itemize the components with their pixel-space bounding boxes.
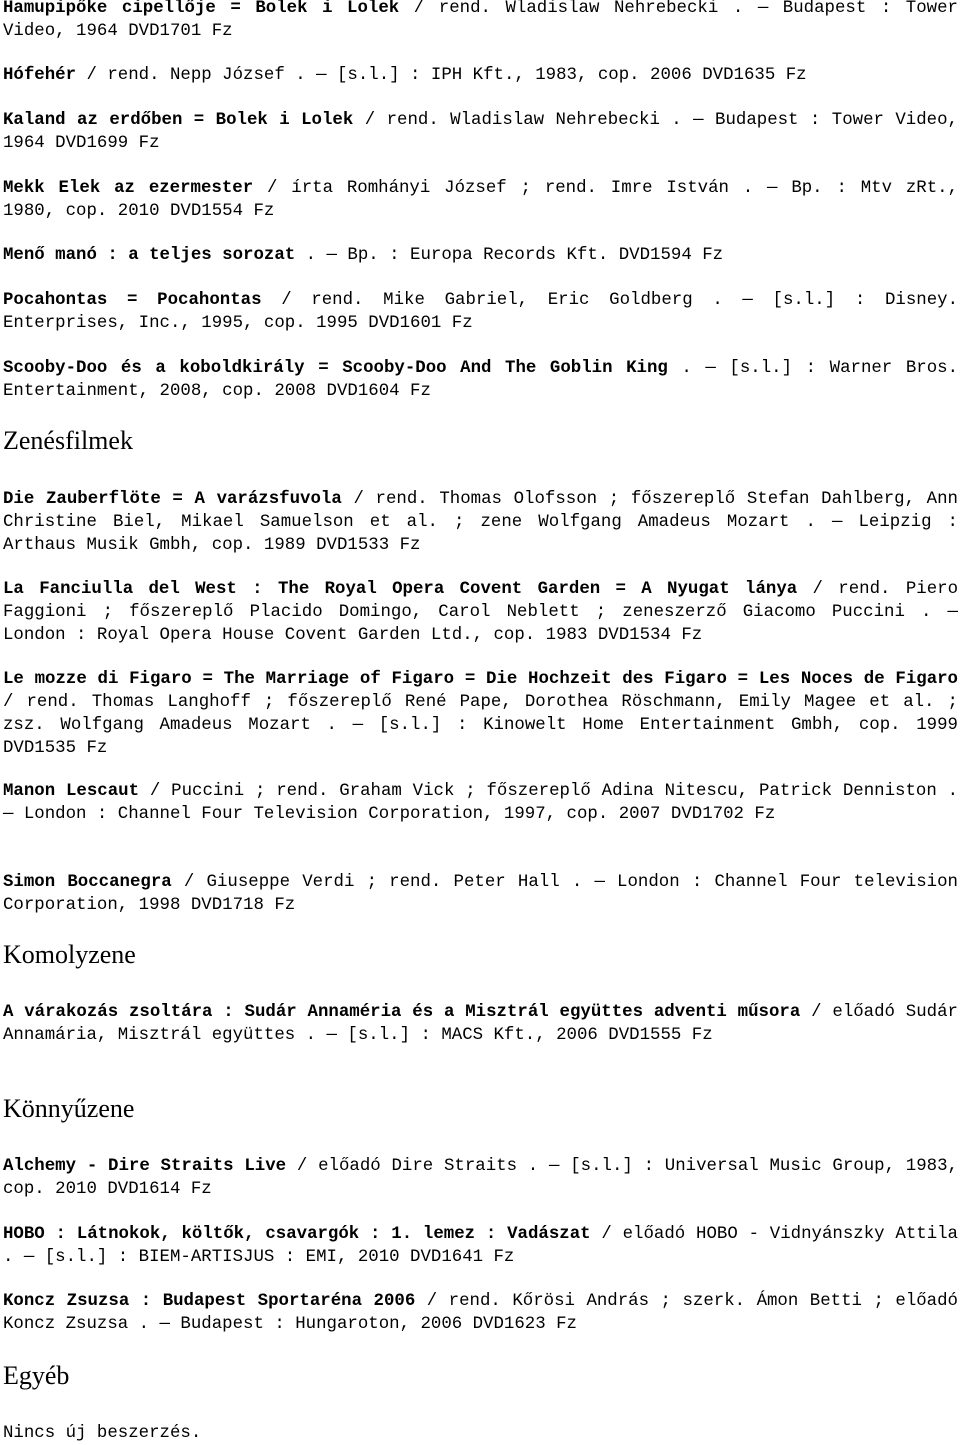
- entry-title: Alchemy - Dire Straits Live: [3, 1157, 287, 1176]
- entry-title: Simon Boccanegra: [3, 873, 172, 892]
- entry-details: / előadó HOBO - Vidnyánszky Attila . — [s.l.] : BIEM-ARTISJUS : EMI, 2010 DVD1641 Fz: [3, 1225, 958, 1267]
- catalog-entry: [3, 1001, 958, 1047]
- entry-title: Hófehér: [3, 66, 77, 85]
- entry-title: Hamupipőke cipellője = Bolek i Lolek: [3, 0, 400, 18]
- entry-title: La Fanciulla del West : The Royal Opera Covent Garden = A Nyugat lánya: [3, 580, 798, 599]
- section-note: Nincs új beszerzés.: [3, 1424, 202, 1443]
- entry-title: A várakozás zsoltára : Sudár Annaméria és a Misztrál együttes adventi műsora: [3, 1003, 801, 1022]
- catalog-entry: [3, 0, 958, 43]
- entry-details: / rend. Piero Faggioni ; főszereplő Placido Domingo, Carol Neblett ; zeneszerző Giacomo Puccini . — London : Royal Opera House Covent Garden Ltd., cop. 1983 DVD1534 Fz: [3, 580, 959, 645]
- entry-details: / előadó Dire Straits . — [s.l.] : Universal Music Group, 1983, cop. 2010 DVD1614 Fz: [3, 1157, 958, 1199]
- entry-details: / Giuseppe Verdi ; rend. Peter Hall . — London : Channel Four television Corporation, 1998 DVD1718 Fz: [3, 873, 958, 915]
- entry-title: Le mozze di Figaro = The Marriage of Figaro = Die Hochzeit des Figaro = Les Noces de Figaro: [3, 670, 958, 689]
- catalog-entry: [3, 1155, 958, 1201]
- entry-details: / rend. Mike Gabriel, Eric Goldberg . — [s.l.] : Disney. Enterprises, Inc., 1995, cop. 1995 DVD1601 Fz: [3, 291, 959, 333]
- catalog-entry: [3, 244, 958, 267]
- section-heading: Zenésfilmek: [3, 426, 133, 455]
- section-heading: Komolyzene: [3, 940, 136, 969]
- entry-title: HOBO : Látnokok, költők, csavargók : 1. lemez : Vadászat: [3, 1225, 591, 1244]
- catalog-entry: [3, 1223, 958, 1269]
- catalog-entry: [3, 871, 958, 917]
- catalog-entry: [3, 488, 958, 557]
- entry-title: Pocahontas = Pocahontas: [3, 291, 262, 310]
- catalog-entry: [3, 64, 958, 87]
- entry-details: . — [s.l.] : Warner Bros. Entertainment, 2008, cop. 2008 DVD1604 Fz: [3, 359, 959, 401]
- entry-details: / rend. Thomas Langhoff ; főszereplő René Pape, Dorothea Röschmann, Emily Magee et al. ; zsz. Wolfgang Amadeus Mozart . — [s.l.] : Kinowelt Home Entertainment Gmbh, cop. 1999 DVD1535 Fz: [3, 693, 958, 758]
- catalog-entry: [3, 357, 958, 403]
- section-heading: Könnyűzene: [3, 1094, 135, 1123]
- catalog-entry: [3, 578, 958, 647]
- entry-title: Kaland az erdőben = Bolek i Lolek: [3, 111, 354, 130]
- entry-title: Manon Lescaut: [3, 782, 140, 801]
- entry-details: / rend. Thomas Olofsson ; főszereplő Stefan Dahlberg, Ann Christine Biel, Mikael Samuelson et al. ; zene Wolfgang Amadeus Mozart . — Leipzig : Arthaus Musik Gmbh, cop. 1989 DVD1533 Fz: [3, 490, 958, 555]
- catalog-entry: [3, 668, 958, 760]
- entry-details: / előadó Sudár Annamária, Misztrál együttes . — [s.l.] : MACS Kft., 2006 DVD1555 Fz: [3, 1003, 958, 1045]
- entry-details: / írta Romhányi József ; rend. Imre István . — Bp. : Mtv zRt., 1980, cop. 2010 DVD1554 Fz: [3, 179, 959, 221]
- catalog-entry: [3, 1290, 958, 1336]
- entry-title: Menő manó : a teljes sorozat: [3, 246, 296, 265]
- catalog-entry: [3, 780, 958, 826]
- catalog-entry: [3, 177, 958, 223]
- entry-details: / rend. Kőrösi András ; szerk. Ámon Betti ; előadó Koncz Zsuzsa . — Budapest : Hungaroton, 2006 DVD1623 Fz: [3, 1292, 958, 1334]
- entry-title: Mekk Elek az ezermester: [3, 179, 254, 198]
- entry-details: / Puccini ; rend. Graham Vick ; főszereplő Adina Nitescu, Patrick Denniston . — London : Channel Four Television Corporation, 1997, cop. 2007 DVD1702 Fz: [3, 782, 959, 824]
- catalog-entry: [3, 289, 958, 335]
- entry-details: / rend. Nepp József . — [s.l.] : IPH Kft., 1983, cop. 2006 DVD1635 Fz: [76, 66, 807, 85]
- section-heading: Egyéb: [3, 1361, 70, 1390]
- entry-title: Die Zauberflöte = A varázsfuvola: [3, 490, 342, 509]
- entry-title: Scooby-Doo és a koboldkirály = Scooby-Doo And The Goblin King: [3, 359, 668, 378]
- entry-details: / rend. Wladislaw Nehrebecki . — Budapest : Tower Video, 1964 DVD1699 Fz: [3, 111, 958, 153]
- entry-details: . — Bp. : Europa Records Kft. DVD1594 Fz: [295, 246, 724, 265]
- entry-title: Koncz Zsuzsa : Budapest Sportaréna 2006: [3, 1292, 416, 1311]
- entry-details: / rend. Wladislaw Nehrebecki . — Budapest : Tower Video, 1964 DVD1701 Fz: [3, 0, 958, 41]
- catalog-entry: [3, 109, 958, 155]
